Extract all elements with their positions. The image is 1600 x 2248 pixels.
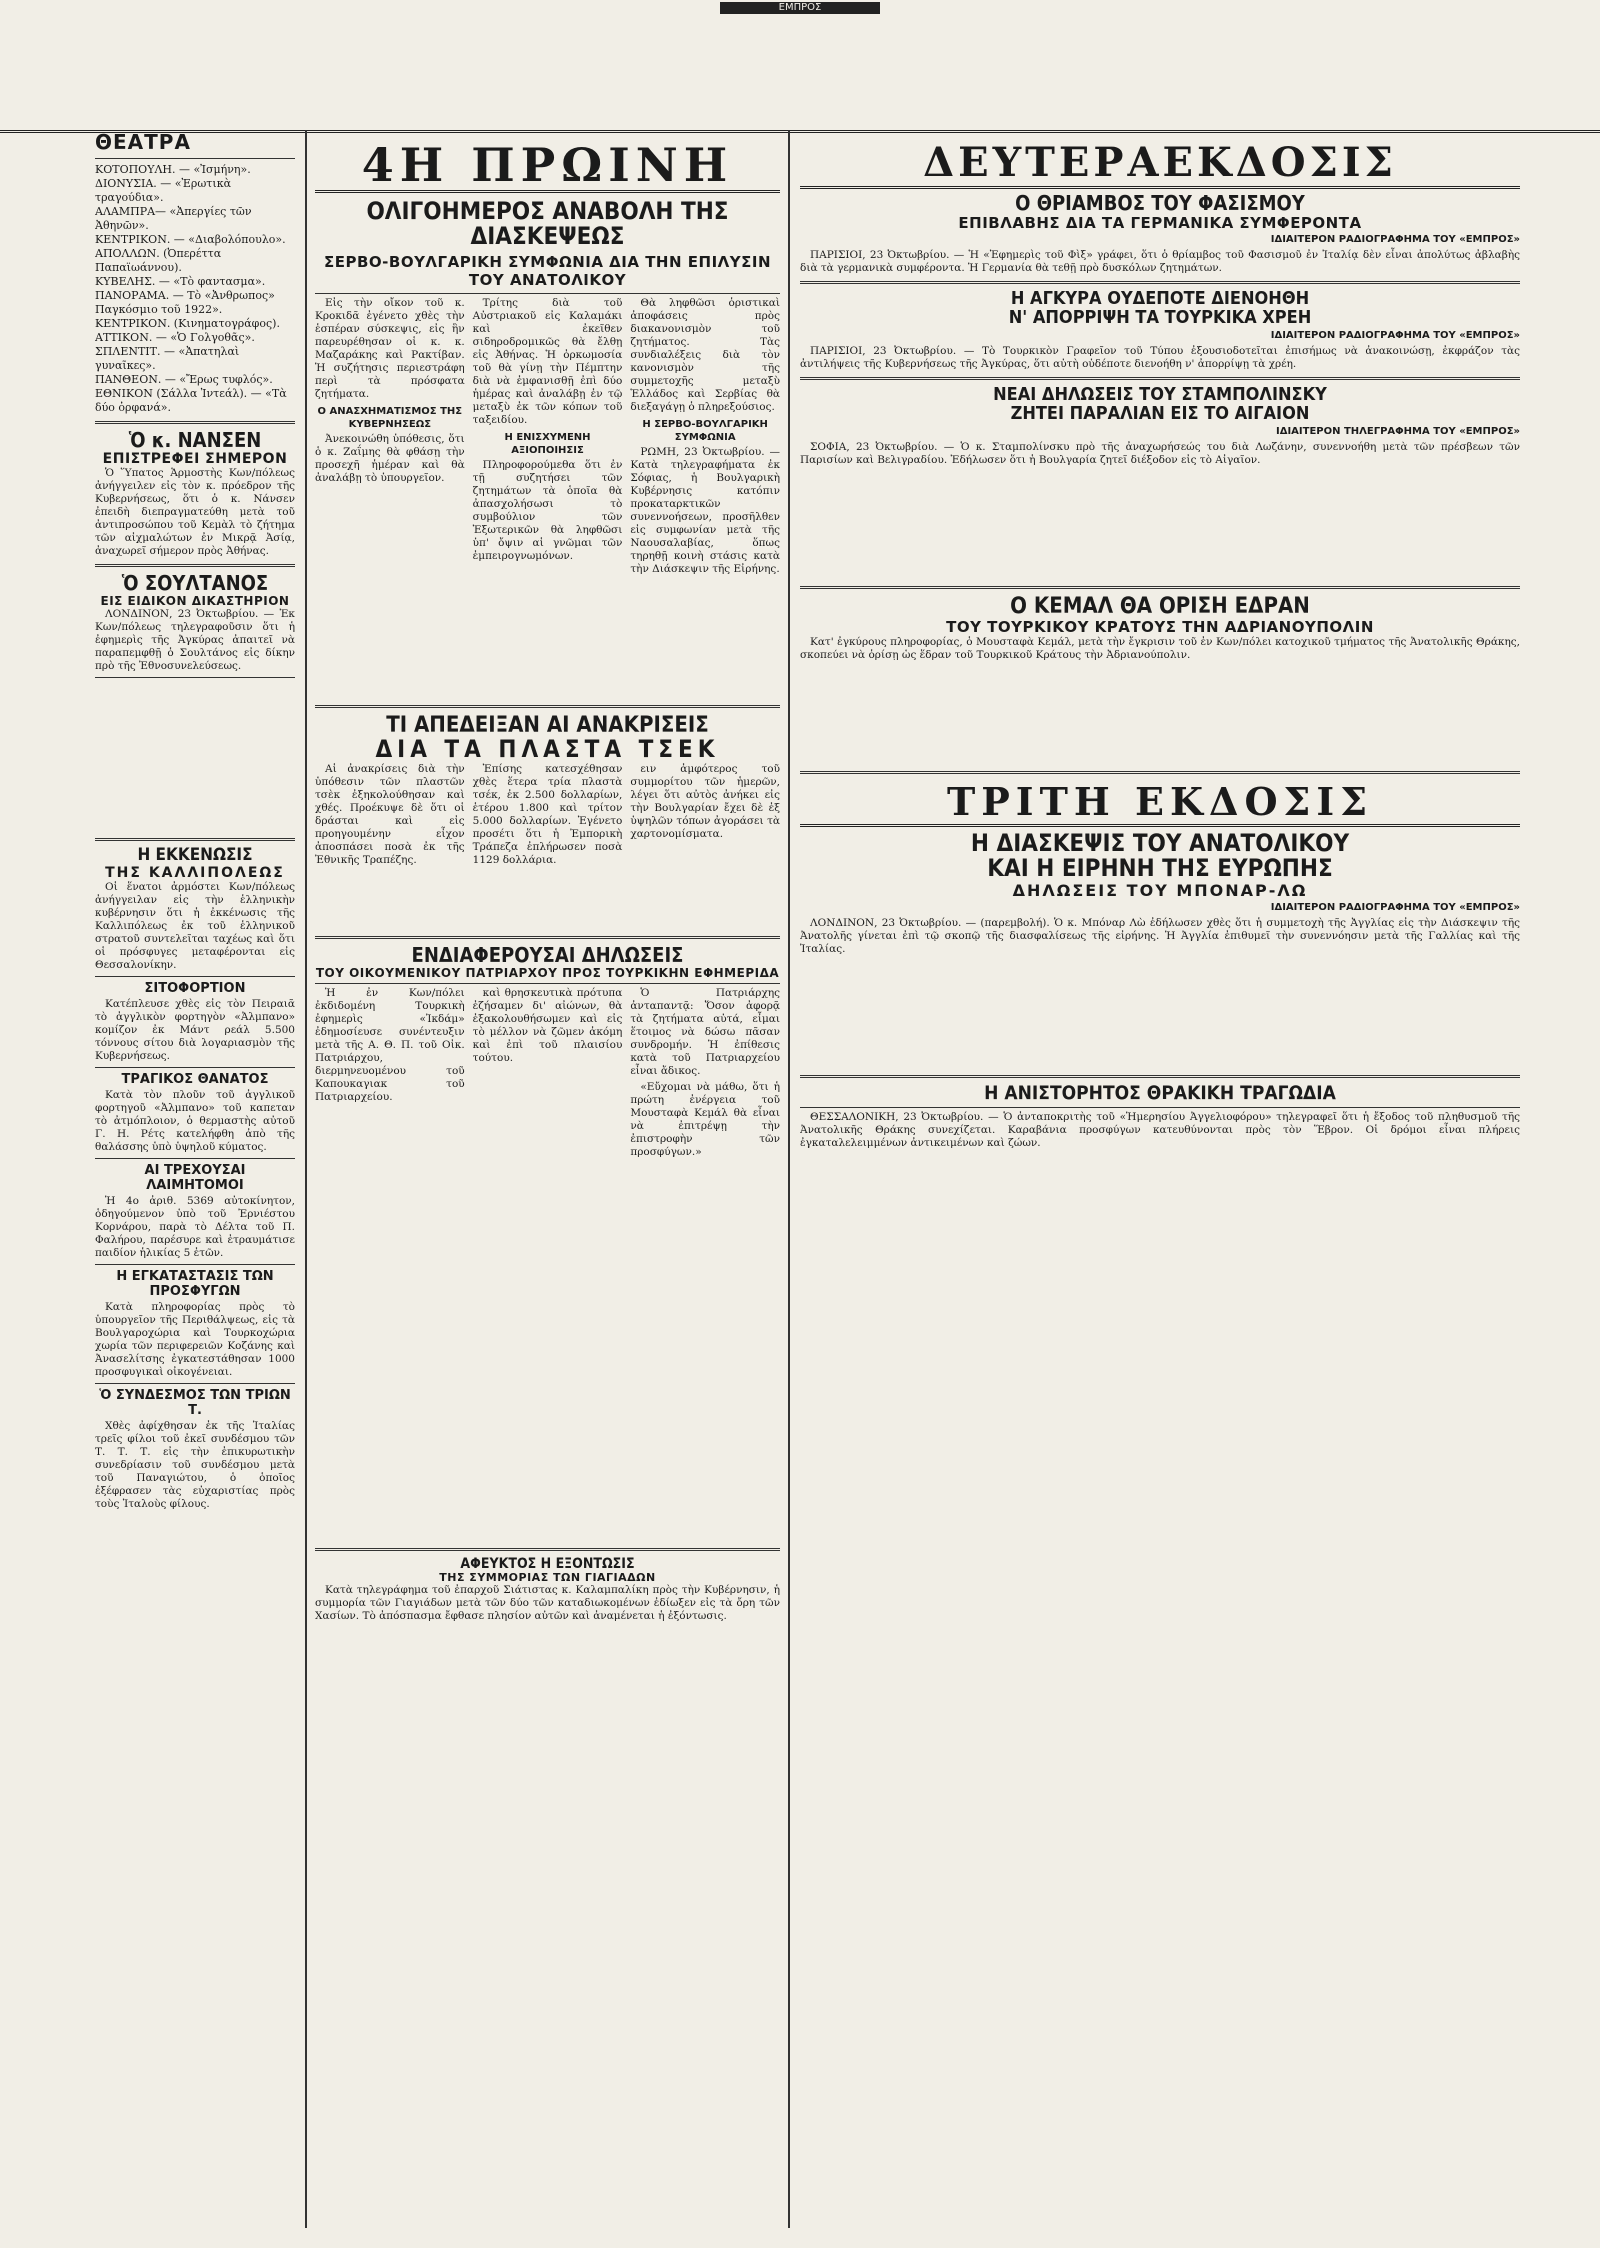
third-body: ΛΟΝΔΙΝΟΝ, 23 Ὀκτωβρίου. — (παρεμβολή). Ὁ κ. Μπόναρ Λὼ ἐδήλωσεν χθὲς ὅτι ἡ συμμετοχὴ τῆς Ἀγγλίας εἰς τὴν Διάσκεψιν τῆς Ἀνατολῆς γίνεται ἐπὶ τῷ σκοπῷ τῆς διασφαλίσεως τῆς εἰρήνης. Ἡ Ἀγγλία ἐπιθυμεῖ τὴν συνεννόησιν μετὰ τῆς Γαλλίας καὶ τῆς Ἰταλίας. <box>800 917 1520 956</box>
theatre-item: ΠΑΝΘΕΟΝ. — «Ἔρως τυφλός». <box>95 373 273 386</box>
thrace-headline: Η ΑΝΙΣΤΟΡΗΤΟΣ ΘΡΑΚΙΚΗ ΤΡΑΓΩΔΙΑ <box>984 1082 1336 1105</box>
fascism-credit: ΙΔΙΑΙΤΕΡΟΝ ΡΑΔΙΟΓΡΑΦΗΜΑ ΤΟΥ «ΕΜΠΡΟΣ» <box>1270 234 1520 245</box>
stambolinsky-headline: ΝΕΑΙ ΔΗΛΩΣΕΙΣ ΤΟΥ ΣΤΑΜΠΟΛΙΝΣΚΥ <box>993 383 1327 405</box>
theatre-item: ΠΑΝΟΡΑΜΑ. — Τὸ «Ἀνθρωπος» Παγκόσμιο τοῦ 1922». <box>95 289 275 316</box>
bulg-title: Η ΕΝΙΣΧΥΜΕΝΗ ΑΞΙΟΠΟΙΗΣΙΣ <box>504 432 591 457</box>
checks-body-2: Ἐπίσης κατεσχέθησαν χθὲς ἕτερα τρία πλαστὰ τσέκ, ἐκ 2.500 δολλαρίων, ἑτέρου 1.800 καὶ τρίτον 5.000 δολλαρίων. Ἐγένετο προσέτι ὅτι ἡ Ἐμπορικὴ Τράπεζα ἐπλήρωσεν ποσὰ 1129 δολλάρια. <box>472 762 623 866</box>
masthead <box>0 0 1600 133</box>
ankara-body: ΠΑΡΙΣΙΟΙ, 23 Ὀκτωβρίου. — Τὸ Τουρκικὸν Γραφεῖον τοῦ Τύπου ἐξουσιοδοτεῖται ἐπισήμως νὰ ἀνακοινώσῃ, ἐκφράζον τὰς ἀντιλήψεις τῆς Κυβερνήσεως τῆς Ἀγκύρας, ὅτι αὐτὴ οὐδέποτε διενοήθη ν' ἀπορρίψῃ τὰ χρέη. <box>800 344 1520 370</box>
nansen-title: Ὁ κ. ΝΑΝΣΕΝ <box>128 428 262 452</box>
kemal-body: Κατ' ἐγκύρους πληροφορίας, ὁ Μουσταφὰ Κεμάλ, μετὰ τὴν ἔγκρισιν τοῦ ἐν Κων/πόλει κατοχικοῦ τμήματος τῆς Ἀνατολικῆς Θράκης, σκοπεύει νὰ ὁρίσῃ ὡς ἕδραν τοῦ Τουρκικοῦ Κράτους τὴν Ἀδριανούπολιν. <box>800 635 1520 661</box>
theatre-item: ΚΕΝΤΡΙΚΟΝ. — «Διαβολόπουλο». <box>95 233 286 246</box>
union-title: Ὁ ΣΥΝΔΕΣΜΟΣ ΤΩΝ ΤΡΙΩΝ Τ. <box>99 1387 291 1418</box>
left-column <box>95 130 295 2228</box>
main-body-3: Θὰ ληφθῶσι ὁριστικαὶ ἀποφάσεις πρὸς διακανονισμὸν τοῦ ζητήματος. Τὰς συνδιαλέξεις διὰ τὸν κανονισμὸν τῆς συμμετοχῆς μεταξὺ Ἑλλάδος καὶ Σερβίας θὰ διεξαγάγῃ ὁ πληρεξούσιος. <box>630 297 780 414</box>
theatre-item: ΔΙΟΝΥΣΙΑ. — «Ἐρωτικὰ τραγούδια». <box>95 177 232 204</box>
patriarch-headline: ΕΝΔΙΑΦΕΡΟΥΣΑΙ ΔΗΛΩΣΕΙΣ <box>411 942 684 967</box>
third-subheadline: ΔΗΛΩΣΕΙΣ ΤΟΥ ΜΠΟΝΑΡ-ΛΩ <box>1012 881 1308 901</box>
main-article <box>315 297 780 579</box>
grain-body: Κατέπλευσε χθὲς εἰς τὸν Πειραιᾶ τὸ ἀγγλικὸν φορτηγὸν «Ἀλμπανο» κομίζον ἐκ Μάντ ρεάλ 5.500 τόννους σίτου διὰ λογαριασμὸν τῆς Κυβερνήσεως. <box>95 997 295 1062</box>
theatre-item: ΚΟΤΟΠΟΥΛΗ. — «Ἰσμήνη». <box>95 163 251 176</box>
third-credit: ΙΔΙΑΙΤΕΡΟΝ ΡΑΔΙΟΓΡΑΦΗΜΑ ΤΟΥ «ΕΜΠΡΟΣ» <box>1270 902 1520 914</box>
fascism-subheadline: ΕΠΙΒΛΑΒΗΣ ΔΙΑ ΤΑ ΓΕΡΜΑΝΙΚΑ ΣΥΜΦΕΡΟΝΤΑ <box>958 214 1362 232</box>
fascism-headline: Ο ΘΡΙΑΜΒΟΣ ΤΟΥ ΦΑΣΙΣΜΟΥ <box>1015 191 1305 215</box>
evac-body: Οἱ ἕνατοι ἀρμόστει Κων/πόλεως ἀνήγγειλαν εἰς τὴν ἑλληνικὴν κυβέρνησιν ὅτι ἡ ἐκκένωσις τῆς Καλλιπόλεως ἐκ τοῦ ἑλληνικοῦ στρατοῦ συντελεῖται ταχέως καὶ ὅτι οἱ πρόσφυγες μεταφέρονται εἰς Θεσσαλονίκην. <box>95 880 295 971</box>
checks-headline-1: ΤΙ ΑΠΕΔΕΙΞΑΝ ΑΙ ΑΝΑΚΡΙΣΕΙΣ <box>386 713 709 739</box>
theatre-item: ΣΠΛΕΝΤΙΤ. — «Ἀπατηλαὶ γυναῖκες». <box>95 345 240 372</box>
checks-article <box>315 763 780 870</box>
bulg-body: Πληροφορούμεθα ὅτι ἐν τῇ συζητήσει τῶν ζητημάτων τὰ ὁποῖα θὰ ἀπασχολήσωσι τὸ συμβούλιον τῶν Ἐξωτερικῶν θὰ ληφθῶσι ὑπ' ὄψιν αἱ γνῶμαι τῶν ἐμπειρογνωμόνων. <box>472 459 623 563</box>
sultan-title: Ὁ ΣΟΥΛΤΑΝΟΣ <box>121 571 269 595</box>
patriarch-article <box>315 987 780 1162</box>
theatre-title: ΘΕΑΤΡΑ <box>95 130 191 154</box>
nansen-body: Ὁ Ὕπατος Ἁρμοστὴς Κων/πόλεως ἀνήγγειλεν εἰς τὸν κ. πρόεδρον τῆς Κυβερνήσεως, ὅτι ὁ κ. Νάνσεν ἐπειδὴ διεπραγματεύθη μετὰ τοῦ ἀντιπροσώπου τοῦ Κεμὰλ τὸ ζήτημα τῶν αἰχμαλώτων ἐν Μικρᾷ Ἀσίᾳ, ἀναχωρεῖ σήμερον πρὸς Ἀθήνας. <box>95 467 295 557</box>
refugee-body: Κατὰ πληροφορίας πρὸς τὸ ὑπουργεῖον τῆς Περιθάλψεως, εἰς τὰ Βουλγαροχώρια καὶ Τουρκοχώρια χωρία τῶν περιφερειῶν Κοζάνης καὶ Ἀνασελίτσης ἐγκατεστάθησαν 1000 προσφυγικαὶ οἰκογένειαι. <box>95 1300 295 1378</box>
center-column <box>315 140 780 2228</box>
kemal-subheadline: ΤΟΥ ΤΟΥΡΚΙΚΟΥ ΚΡΑΤΟΥΣ ΤΗΝ ΑΔΡΙΑΝΟΥΠΟΛΙΝ <box>946 617 1374 636</box>
edition-banner: 4Η ΠΡΩΙΝΗ <box>315 140 780 193</box>
third-headline-1: Η ΔΙΑΣΚΕΨΙΣ ΤΟΥ ΑΝΑΤΟΛΙΚΟΥ <box>970 828 1350 857</box>
patriarch-body-3: Ὁ Πατριάρχης ἀνταπαντᾷ: Ὅσον ἀφορᾷ τὰ ζητήματα αὐτά, εἶμαι ἕτοιμος νὰ δώσω πᾶσαν συνδρομήν. Ἡ ἐπίθεσις κατὰ τοῦ Πατριαρχείου εἶναι ἄδικος. <box>630 986 780 1077</box>
main-subheadline: ΣΕΡΒΟ-ΒΟΥΛΓΑΡΙΚΗ ΣΥΜΦΩΝΙΑ ΔΙΑ ΤΗΝ ΕΠΙΛΥΣΙΝ ΤΟΥ ΑΝΑΤΟΛΙΚΟΥ <box>323 253 771 290</box>
serbo-title: Η ΣΕΡΒΟ-ΒΟΥΛΓΑΡΙΚΗ ΣΥΜΦΩΝΙΑ <box>642 419 768 444</box>
third-headline-2: ΚΑΙ Η ΕΙΡΗΝΗ ΤΗΣ ΕΥΡΩΠΗΣ <box>987 853 1333 882</box>
bandits-body: Κατὰ τηλεγράφημα τοῦ ἐπαρχοῦ Σιάτιστας κ. Καλαμπαλίκη πρὸς τὴν Κυβέρνησιν, ἡ συμμορία τῶν Γιαγιάδων μετὰ τῶν δύο τῶν καταδιωκομένων ἐδίωξεν εἰς τὰ ὄρη τῶν Χασίων. Τὸ ἀπόσπασμα ἔφθασε πλησίον αὐτῶν καὶ ἀναμένεται ἡ ἐξόντωσις. <box>315 1584 780 1623</box>
sultan-body: ΛΟΝΔΙΝΟΝ, 23 Ὀκτωβρίου. — Ἐκ Κων/πόλεως τηλεγραφοῦσιν ὅτι ἡ ἐφημερὶς τῆς Ἀγκύρας ἀπαιτεῖ νὰ παραπεμφθῇ ὁ Σουλτάνος εἰς δίκην πρὸ τῆς Ἐθνοσυνελεύσεως. <box>95 608 295 672</box>
masthead-strip: ΕΜΠΡΟΣ <box>720 2 880 14</box>
stambolinsky-subheadline: ΖΗΤΕΙ ΠΑΡΑΛΙΑΝ ΕΙΣ ΤΟ ΑΙΓΑΙΟΝ <box>1010 402 1310 424</box>
evac-subtitle: ΤΗΣ ΚΑΛΛΙΠΟΛΕΩΣ <box>105 864 285 881</box>
stambolinsky-body: ΣΟΦΙΑ, 23 Ὀκτωβρίου. — Ὁ κ. Σταμπολίνσκυ πρὸ τῆς ἀναχωρήσεώς του διὰ Λωζάνην, συνεννοήθη μετὰ τῶν πρέσβεων τῶν Παρισίων καὶ Βελιγραδίου. Ἐδήλωσεν ὅτι ἡ Βουλγαρία ζητεῖ διέξοδον εἰς τὸ Αἰγαῖον. <box>800 440 1520 466</box>
main-headline: ΟΛΙΓΟΗΜΕΡΟΣ ΑΝΑΒΟΛΗ ΤΗΣ ΔΙΑΣΚΕΨΕΩΣ <box>366 197 729 251</box>
ankara-subheadline: Ν' ΑΠΟΡΡΙΨΗ ΤΑ ΤΟΥΡΚΙΚΑ ΧΡΕΗ <box>1008 306 1312 328</box>
theatre-item: ΚΕΝΤΡΙΚΟΝ. (Κινηματογράφος). <box>95 317 280 330</box>
grain-title: ΣΙΤΟΦΟΡΤΙΟΝ <box>144 980 246 996</box>
theatre-item: ΑΠΟΛΛΩΝ. (Ὀπερέττα Παπαϊωάννου). <box>95 247 222 274</box>
main-body-1: Εἰς τὴν οἴκον τοῦ κ. Κροκιδᾶ ἐγένετο χθὲς τὴν ἑσπέραν σύσκεψις, εἰς ἣν παρευρέθησαν οἱ κ. κ. Μαζαράκης καὶ Ρακτίβαν. Ἡ συζήτησις περιεστράφη περὶ τὰ πρόσφατα ζητήματα. <box>315 297 465 401</box>
patriarch-body-2: καὶ θρησκευτικὰ πρότυπα ἐζήσαμεν δι' αἰώνων, θὰ ἐξακολουθήσωμεν καὶ εἰς τὸ μέλλον νὰ ζῶμεν ἀκόμη καὶ ἐπὶ τοῦ πλαισίου τούτου. <box>472 986 623 1064</box>
column-divider <box>788 130 790 2228</box>
gov-body: Ἀνεκοινώθη ὑπόθεσις, ὅτι ὁ κ. Ζαΐμης θὰ φθάσῃ τὴν προσεχῆ ἡμέραν καὶ θὰ ἀναλάβῃ τὸ ὑπουργεῖον. <box>315 433 465 485</box>
nansen-subtitle: ΕΠΙΣΤΡΕΦΕΙ ΣΗΜΕΡΟΝ <box>102 451 288 467</box>
thrace-body: ΘΕΣΣΑΛΟΝΙΚΗ, 23 Ὀκτωβρίου. — Ὁ ἀνταποκριτὴς τοῦ «Ἡμερησίου Ἀγγελιοφόρου» τηλεγραφεῖ ὅτι ἡ ἔξοδος τοῦ πληθυσμοῦ τῆς Ἀνατολικῆς Θράκης συνεχίζεται. Καραβάνια προσφύγων κατευθύνονται πρὸς τὸν Ἕβρον. Οἱ δρόμοι εἶναι πλήρεις ἐγκαταλελειμμένων ἀντικειμένων καὶ ζώων. <box>800 1110 1520 1149</box>
bandits-subtitle: ΤΗΣ ΣΥΜΜΟΡΙΑΣ ΤΩΝ ΓΙΑΓΙΑΔΩΝ <box>439 1571 656 1585</box>
theatre-item: ΕΘΝΙΚΟΝ (Σάλλα Ἰντεάλ). — «Τὰ δύο ὀρφανά». <box>95 387 287 414</box>
refugee-title: Η ΕΓΚΑΤΑΣΤΑΣΙΣ ΤΩΝ ΠΡΟΣΦΥΓΩΝ <box>116 1268 274 1299</box>
third-edition-banner: ΤΡΙΤΗ ΕΚΔΟΣΙΣ <box>800 780 1520 827</box>
trains-body: Ἡ 4ο ἀριθ. 5369 αὐτοκίνητον, ὁδηγούμενον ὑπὸ τοῦ Ἐρνιέστου Κορνάρου, παρὰ τὸ Δέλτα τοῦ Π. Φαλήρου, παρέσυρε καὶ ἐτραυμάτισε παιδίον ἡλικίας 5 ἐτῶν. <box>95 1194 295 1259</box>
ankara-headline: Η ΑΓΚΥΡΑ ΟΥΔΕΠΟΤΕ ΔΙΕΝΟΗΘΗ <box>1010 288 1310 309</box>
theatre-list <box>95 163 295 415</box>
checks-headline-2: ΔΙΑ ΤΑ ΠΛΑΣΤΑ ΤΣΕΚ <box>375 735 720 764</box>
fascism-body: ΠΑΡΙΣΙΟΙ, 23 Ὀκτωβρίου. — Ἡ «Ἐφημερὶς τοῦ Φὶξ» γράφει, ὅτι ὁ θρίαμβος τοῦ Φασισμοῦ ἐν Ἰταλίᾳ δὲν εἶναι ἀπολύτως ἀβλαβὴς διὰ τὰ γερμανικὰ συμφέροντα. Ἡ Γερμανία θὰ τεθῇ πρὸ δυσκόλων ζητημάτων. <box>800 249 1520 274</box>
tragic-body: Κατὰ τὸν πλοῦν τοῦ ἀγγλικοῦ φορτηγοῦ «Ἀλμπανο» τοῦ καπεταν τὸ ἀτμόπλοιον, ὁ θερμαστὴς αὐτοῦ Γ. Η. Ρέτς κατελήφθη ἀπὸ τῆς θαλάσσης ὑπὸ ὑψηλοῦ κύματος. <box>95 1088 295 1153</box>
checks-body-1: Αἱ ἀνακρίσεις διὰ τὴν ὑπόθεσιν τῶν πλαστῶν τσὲκ ἐξηκολούθησαν καὶ χθές. Προέκυψε δὲ ὅτι οἱ δράσται καὶ εἰς προηγουμένην εἶχον ἀποσπάσει ποσὰ ἐκ τῆς Ἐθνικῆς Τραπέζης. <box>315 762 465 866</box>
theatre-item: ΚΥΒΕΛΗΣ. — «Τὸ φαντασμα». <box>95 275 266 288</box>
ankara-credit: ΙΔΙΑΙΤΕΡΟΝ ΡΑΔΙΟΓΡΑΦΗΜΑ ΤΟΥ «ΕΜΠΡΟΣ» <box>1270 329 1520 341</box>
kemal-headline: Ο ΚΕΜΑΛ ΘΑ ΟΡΙΣΗ ΕΔΡΑΝ <box>1010 593 1310 619</box>
theatre-item: ΑΛΑΜΠΡΑ— «Ἀπεργίες τῶν Ἀθηνῶν». <box>95 205 252 232</box>
bandits-title: ΑΦΕΥΚΤΟΣ Η ΕΞΟΝΤΩΣΙΣ <box>460 1555 635 1572</box>
trains-title: ΑΙ ΤΡΕΧΟΥΣΑΙ ΛΑΙΜΗΤΟΜΟΙ <box>144 1162 246 1193</box>
serbo-body: ΡΩΜΗ, 23 Ὀκτωβρίου. — Κατὰ τηλεγραφήματα ἐκ Σόφιας, ἡ Βουλγαρικὴ Κυβέρνησις κατόπιν προκαταρκτικῶν συνεννοήσεων, προσῆλθεν εἰς συμφωνίαν μετὰ τῆς Ναουσαλαβίας, ὅπως τηρηθῇ κοινὴ στάσις κατὰ τὴν Διάσκεψιν τῆς Εἰρήνης. <box>630 446 780 576</box>
checks-body-3: ειν ἀμφότερος τοῦ συμμορίτου τῶν ἡμερῶν, λέγει ὅτι αὐτὸς ἀνήκει εἰς τὴν Βουλγαρίαν ἔχει δὲ ἐξ ὑψηλῶν τόπων ἀγοράσει τὰ χαρτονομίσματα. <box>630 762 780 840</box>
tragic-title: ΤΡΑΓΙΚΟΣ ΘΑΝΑΤΟΣ <box>121 1071 269 1087</box>
right-column <box>800 140 1520 2228</box>
sultan-subtitle: ΕΙΣ ΕΙΔΙΚΟΝ ΔΙΚΑΣΤΗΡΙΟΝ <box>100 594 290 608</box>
evac-title: Η ΕΚΚΕΝΩΣΙΣ <box>137 845 253 865</box>
patriarch-body-4: «Εὔχομαι νὰ μάθω, ὅτι ἡ πρώτη ἐνέργεια τοῦ Μουσταφὰ Κεμάλ θὰ εἶναι νὰ ἐπιτρέψῃ τὴν ἐπιστροφὴν τῶν προσφύγων.» <box>630 1080 780 1158</box>
gov-title: Ο ΑΝΑΣΧΗΜΑΤΙΣΜΟΣ ΤΗΣ ΚΥΒΕΡΝΗΣΕΩΣ <box>317 406 463 431</box>
stambolinsky-credit: ΙΔΙΑΙΤΕΡΟΝ ΤΗΛΕΓΡΑΦΗΜΑ ΤΟΥ «ΕΜΠΡΟΣ» <box>1276 425 1520 437</box>
union-body: Χθὲς ἀφίχθησαν ἐκ τῆς Ἰταλίας τρεῖς φίλοι τοῦ ἐκεῖ συνδέσμου τῶν Τ. Τ. Τ. εἰς τὴν ἐπικυρωτικὴν συνεδρίασιν τοῦ συνδέσμου μετὰ τοῦ Παναγιώτου, ὁ ὁποῖος ἐξέφρασεν τὰς εὐχαριστίας πρὸς τοὺς Ἰταλοὺς φίλους. <box>95 1419 295 1510</box>
main-body-2: Τρίτης διὰ τοῦ Αὐστριακοῦ εἰς Καλαμάκι καὶ ἐκεῖθεν σιδηροδρομικῶς θὰ ἔλθῃ εἰς Ἀθήνας. Ἡ ὀρκωμοσία τοῦ θὰ γίνῃ τὴν Πέμπτην διὰ νὰ ἐμφανισθῇ ἐπὶ δύο ἡμέρας καὶ ἀναλάβῃ ἐν τῷ μεταξὺ ἐκ τῶν κόπων τοῦ ταξειδίου. <box>472 297 623 427</box>
patriarch-body-1: Ἡ ἐν Κων/πόλει ἐκδιδομένη Τουρκικὴ ἐφημερὶς «Ἰκδάμ» ἐδημοσίευσε συνέντευξιν μετὰ τῆς Α. Θ. Π. τοῦ Οἰκ. Πατριάρχου, διερμηνευομένου τοῦ Καπουκαγιακ τοῦ Πατριαρχείου. <box>315 986 465 1103</box>
patriarch-subheadline: ΤΟΥ ΟΙΚΟΥΜΕΝΙΚΟΥ ΠΑΤΡΙΑΡΧΟΥ ΠΡΟΣ ΤΟΥΡΚΙΚΗΝ ΕΦΗΜΕΡΙΔΑ <box>315 965 780 980</box>
theatre-item: ΑΤΤΙΚΟΝ. — «Ὁ Γολγοθᾶς». <box>95 331 255 344</box>
column-divider <box>305 130 307 2228</box>
second-edition-banner: ΔΕΥΤΕΡΑΕΚΔΟΣΙΣ <box>800 140 1520 189</box>
